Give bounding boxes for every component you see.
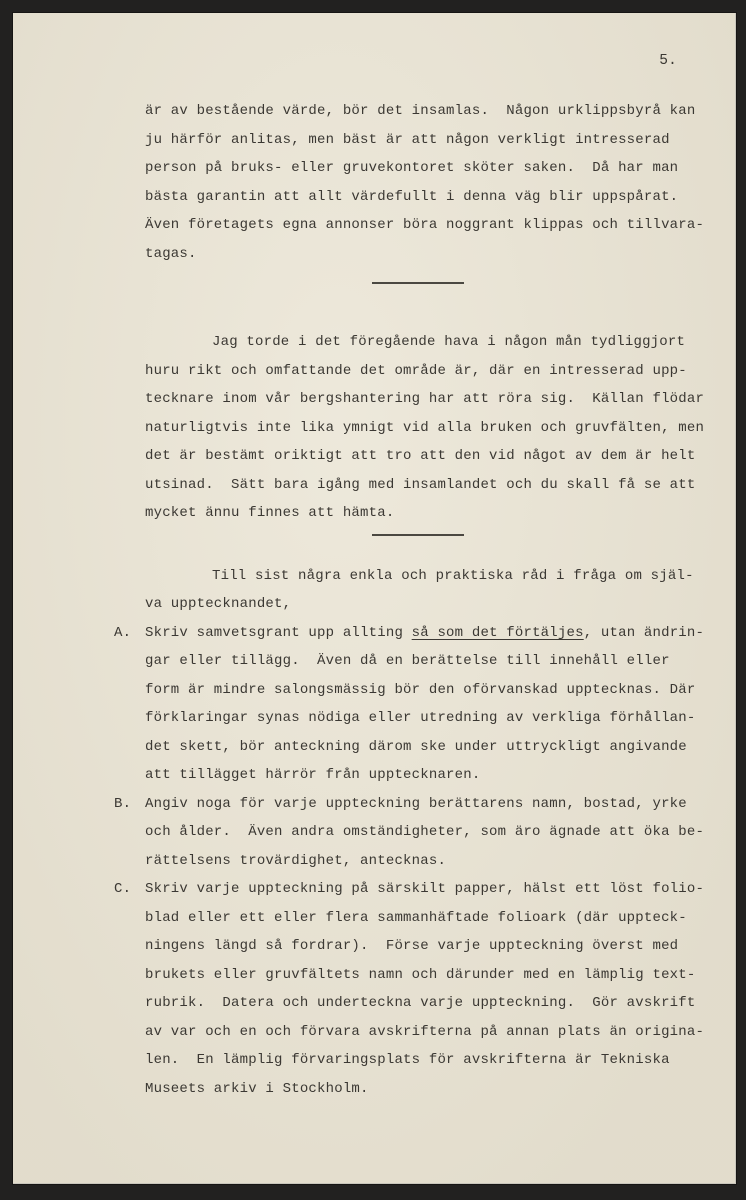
paragraph-overview <box>145 328 705 528</box>
section-divider <box>372 282 464 284</box>
list-item-b <box>114 790 705 876</box>
text-line: av var och en och förvara avskrifterna på annan plats än origina- <box>145 1023 705 1040</box>
text-line: det är bestämt oriktigt att tro att den vid något av dem är helt <box>145 448 696 464</box>
text-line: rubrik. Datera och underteckna varje uppteckning. Gör avskrift <box>145 995 696 1011</box>
text-line: Angiv noga för varje uppteckning berättarens namn, bostad, yrke <box>145 795 687 812</box>
text-line: ju härför anlitas, men bäst är att någon verkligt intresserad <box>145 131 670 148</box>
text-line: blad eller ett eller flera sammanhäftade folioark (där uppteck- <box>145 909 687 926</box>
text-line: mycket ännu finnes att hämta. <box>145 505 395 521</box>
text-line: brukets eller gruvfältets namn och därunder med en lämplig text- <box>145 966 696 983</box>
section-divider <box>372 534 464 536</box>
underlined-phrase: så som det förtäljes <box>411 624 584 641</box>
page-content <box>114 97 705 1103</box>
list-item-b-lines <box>145 790 705 876</box>
text-line: ningens längd så fordrar). Förse varje uppteckning överst med <box>145 938 679 954</box>
text-line: att tillägget härrör från upptecknaren. <box>145 767 481 783</box>
text-line: och ålder. Även andra omständigheter, som äro ägnade att öka be- <box>145 824 705 840</box>
text-line: gar eller tillägg. Även då en berättelse till innehåll eller <box>145 653 670 669</box>
text-line: Till sist några enkla och praktiska råd i fråga om själ- <box>212 567 694 584</box>
paragraph-continuation <box>145 97 705 268</box>
text-line: va upptecknandet, <box>145 596 292 612</box>
list-item-a-body <box>145 619 705 790</box>
list-marker-c: C. <box>114 881 132 897</box>
list-item-c-lines <box>145 875 705 1103</box>
text-line: tecknare inom vår bergshantering har att röra sig. Källan flödar <box>145 391 705 407</box>
text-line: Även företagets egna annonser böra noggrant klippas och tillvara- <box>145 217 705 233</box>
text-line: det skett, bör anteckning därom ske under uttryckligt angivande <box>145 738 687 755</box>
item-a-line1-pre: Skriv samvetsgrant upp allting <box>145 624 412 641</box>
text-line: Jag torde i det föregående hava i någon mån tydliggjort <box>212 334 686 350</box>
text-line: utsinad. Sätt bara igång med insamlandet och du skall få se att <box>145 476 696 493</box>
text-line: Skriv varje uppteckning på särskilt papper, hälst ett löst folio- <box>145 881 705 897</box>
text-line: Museets arkiv i Stockholm. <box>145 1080 369 1097</box>
text-line: huru rikt och omfattande det område är, där en intresserad upp- <box>145 362 687 379</box>
list-marker-b: B. <box>114 795 132 812</box>
list-marker-a: A. <box>114 624 132 641</box>
item-a-line1-post: , utan ändrin- <box>583 624 705 641</box>
advice-list <box>114 619 705 1104</box>
text-line: naturligtvis inte lika ymnigt vid alla bruken och gruvfälten, men <box>145 419 705 436</box>
text-line: förklaringar synas nödiga eller utredning av verkliga förhållan- <box>145 710 696 726</box>
scanned-page <box>13 13 736 1184</box>
text-line: person på bruks- eller gruvekontoret sköter saken. Då har man <box>145 160 679 176</box>
text-line: len. En lämplig förvaringsplats för avskrifterna är Tekniska <box>145 1052 670 1068</box>
text-line: bästa garantin att allt värdefullt i denna väg blir uppspårat. <box>145 188 679 205</box>
text-line: rättelsens trovärdighet, antecknas. <box>145 852 447 869</box>
text-line: tagas. <box>145 245 197 262</box>
list-item-a <box>114 619 705 790</box>
paragraph-advice-intro <box>145 562 694 619</box>
text-line: form är mindre salongsmässig bör den oförvanskad upptecknas. Där <box>145 681 696 698</box>
list-item-a-lines <box>145 647 696 790</box>
text-line <box>145 619 705 648</box>
text-line: är av bestående värde, bör det insamlas. Någon urklippsbyrå kan <box>145 103 696 119</box>
list-item-c <box>114 875 705 1103</box>
page-number: 5. <box>659 53 677 69</box>
